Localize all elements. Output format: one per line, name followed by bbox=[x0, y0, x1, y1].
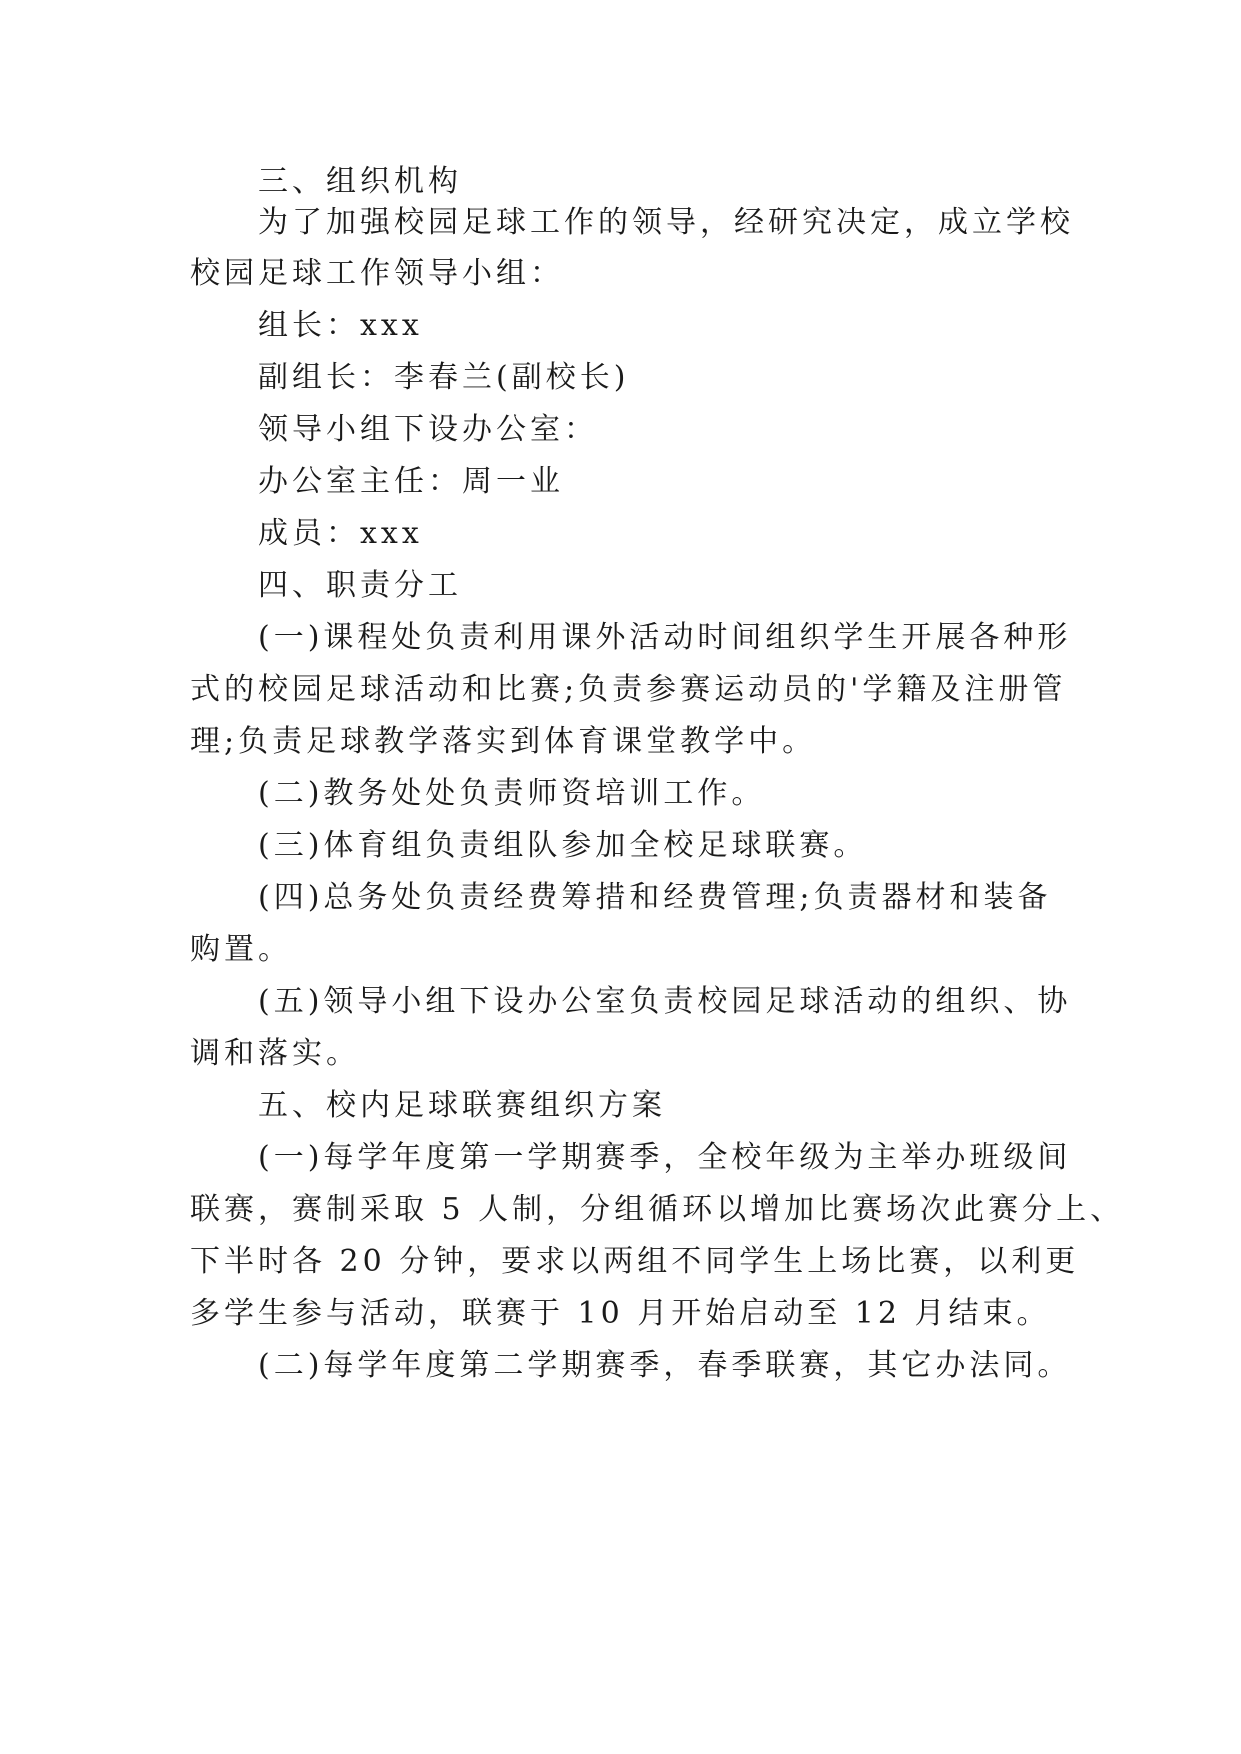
paragraph-line: 理;负责足球教学落实到体育课堂教学中。 bbox=[190, 724, 817, 759]
members-line: 成员：xxx bbox=[258, 516, 423, 551]
paragraph-line: (二)每学年度第二学期赛季，春季联赛，其它办法同。 bbox=[258, 1348, 1072, 1383]
paragraph-line: (二)教务处处负责师资培训工作。 bbox=[258, 776, 766, 811]
paragraph-line: 多学生参与活动，联赛于 10 月开始启动至 12 月结束。 bbox=[190, 1296, 1051, 1331]
paragraph-line: (一)课程处负责利用课外活动时间组织学生开展各种形 bbox=[258, 620, 1072, 655]
paragraph-line: 为了加强校园足球工作的领导，经研究决定，成立学校 bbox=[258, 205, 1074, 240]
paragraph-line: (一)每学年度第一学期赛季，全校年级为主举办班级间 bbox=[258, 1140, 1072, 1175]
paragraph-line: 调和落实。 bbox=[190, 1036, 360, 1071]
deputy-leader-line: 副组长：李春兰(副校长) bbox=[258, 360, 630, 395]
section-heading-organization: 三、组织机构 bbox=[258, 164, 462, 199]
paragraph-line: (四)总务处负责经费筹措和经费管理;负责器材和装备 bbox=[258, 880, 1052, 915]
leader-line: 组长：xxx bbox=[258, 308, 423, 343]
office-director-line: 办公室主任：周一业 bbox=[258, 464, 564, 499]
paragraph-line: 校园足球工作领导小组： bbox=[190, 256, 564, 291]
paragraph-line: (三)体育组负责组队参加全校足球联赛。 bbox=[258, 828, 868, 863]
paragraph-line: 联赛，赛制采取 5 人制，分组循环以增加比赛场次此赛分上、 bbox=[190, 1192, 1125, 1227]
paragraph-line: (五)领导小组下设办公室负责校园足球活动的组织、协 bbox=[258, 984, 1072, 1019]
paragraph-line: 购置。 bbox=[190, 932, 292, 967]
paragraph-line: 下半时各 20 分钟，要求以两组不同学生上场比赛，以利更 bbox=[190, 1244, 1080, 1279]
section-heading-duties: 四、职责分工 bbox=[258, 568, 462, 603]
paragraph-line: 领导小组下设办公室： bbox=[258, 412, 598, 447]
section-heading-league-plan: 五、校内足球联赛组织方案 bbox=[258, 1088, 666, 1123]
paragraph-line: 式的校园足球活动和比赛;负责参赛运动员的'学籍及注册管 bbox=[190, 672, 1067, 707]
